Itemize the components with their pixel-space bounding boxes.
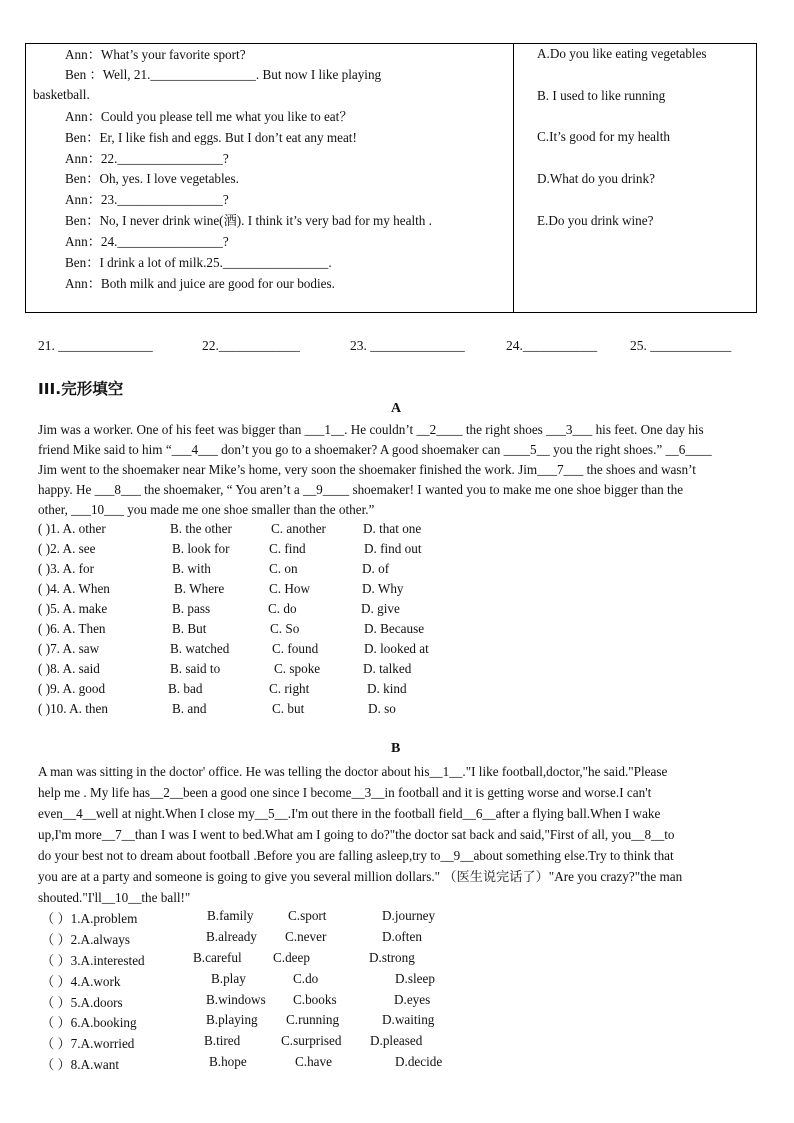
dialogue-line: Ann：23.________________? xyxy=(65,192,229,207)
part-a-heading: A xyxy=(391,401,402,416)
option-a: A.Do you like eating vegetables xyxy=(537,46,707,61)
answer-blank-21: 21. ______________ xyxy=(38,338,153,353)
part-a-line: Jim went to the shoemaker near Mike’s home, very soon the shoemaker finished the work. Jim___7___ the shoes and wasn’t xyxy=(38,462,696,477)
part-b-line: up,I'm more__7__than I was I went to bed.What am I going to do?"the doctor sat back and said,"First of all, you__8__to xyxy=(38,827,675,842)
dialogue-line: Ben：I drink a lot of milk.25.________________. xyxy=(65,255,332,270)
answer-blank-25: 25. ____________ xyxy=(630,338,732,353)
part-b-line: A man was sitting in the doctor' office. He was telling the doctor about his__1__."I like football,doctor,"he said."Please xyxy=(38,764,668,779)
part-b-line: you are at a party and someone is going to give you several million dollars." （医生说完话了）"Are you crazy?"the man xyxy=(38,869,683,884)
table-divider xyxy=(513,43,514,313)
dialogue-line: Ben：Oh, yes. I love vegetables. xyxy=(65,171,239,186)
part-b-line: help me . My life has__2__been a good one since I become__3__in football and it is getting worse and worse.I can't xyxy=(38,785,652,800)
dialogue-line: Ben ：Well, 21.________________. But now I like playing xyxy=(65,67,382,82)
option-d: D.What do you drink? xyxy=(537,171,655,186)
part-b-line: even__4__well at night.When I close my__5__.I'm out there in the football field__6__after a flying ball.When I wake xyxy=(38,806,661,821)
part-a-line: other, ___10___ you made me one shoe smaller than the other.” xyxy=(38,502,375,517)
option-b: B. I used to like running xyxy=(537,88,666,103)
answer-blank-22: 22.____________ xyxy=(202,338,300,353)
dialogue-line: Ann：22.________________? xyxy=(65,151,229,166)
dialogue-line-continued: basketball. xyxy=(33,87,90,102)
section-title: III.完形填空 xyxy=(38,380,124,398)
part-b-line: do your best not to dream about football .Before you are falling asleep,try to__9__about something else.Try to think that xyxy=(38,848,674,863)
dialogue-line: Ann：Could you please tell me what you like to eat？ xyxy=(65,109,353,124)
option-e: E.Do you drink wine? xyxy=(537,213,654,228)
part-b-heading: B xyxy=(391,741,401,756)
option-c: C.It’s good for my health xyxy=(537,129,670,144)
dialogue-line: Ben：Er, I like fish and eggs. But I don’t eat any meat! xyxy=(65,130,357,145)
part-a-line: Jim was a worker. One of his feet was bigger than ___1__. He couldn’t __2____ the right shoes ___3___ his feet. One day his xyxy=(38,422,704,437)
part-b-line: shouted."I'll__10__the ball!" xyxy=(38,890,191,905)
dialogue-line: Ann：Both milk and juice are good for our bodies. xyxy=(65,276,335,291)
answer-blank-24: 24.___________ xyxy=(506,338,598,353)
part-a-line: happy. He ___8___ the shoemaker, “ You aren’t a __9____ shoemaker! I wanted you to make me one shoe bigger than the xyxy=(38,482,684,497)
dialogue-line: Ann：24.________________? xyxy=(65,234,229,249)
dialogue-line: Ben：No, I never drink wine(酒). I think it’s very bad for my health . xyxy=(65,213,432,228)
dialogue-line: Ann：What’s your favorite sport? xyxy=(65,47,246,62)
part-a-line: friend Mike said to him “___4___ don’t you go to a shoemaker? A good shoemaker can ____5__ you the right shoes.” __6____ xyxy=(38,442,712,457)
answer-blank-23: 23. ______________ xyxy=(350,338,465,353)
